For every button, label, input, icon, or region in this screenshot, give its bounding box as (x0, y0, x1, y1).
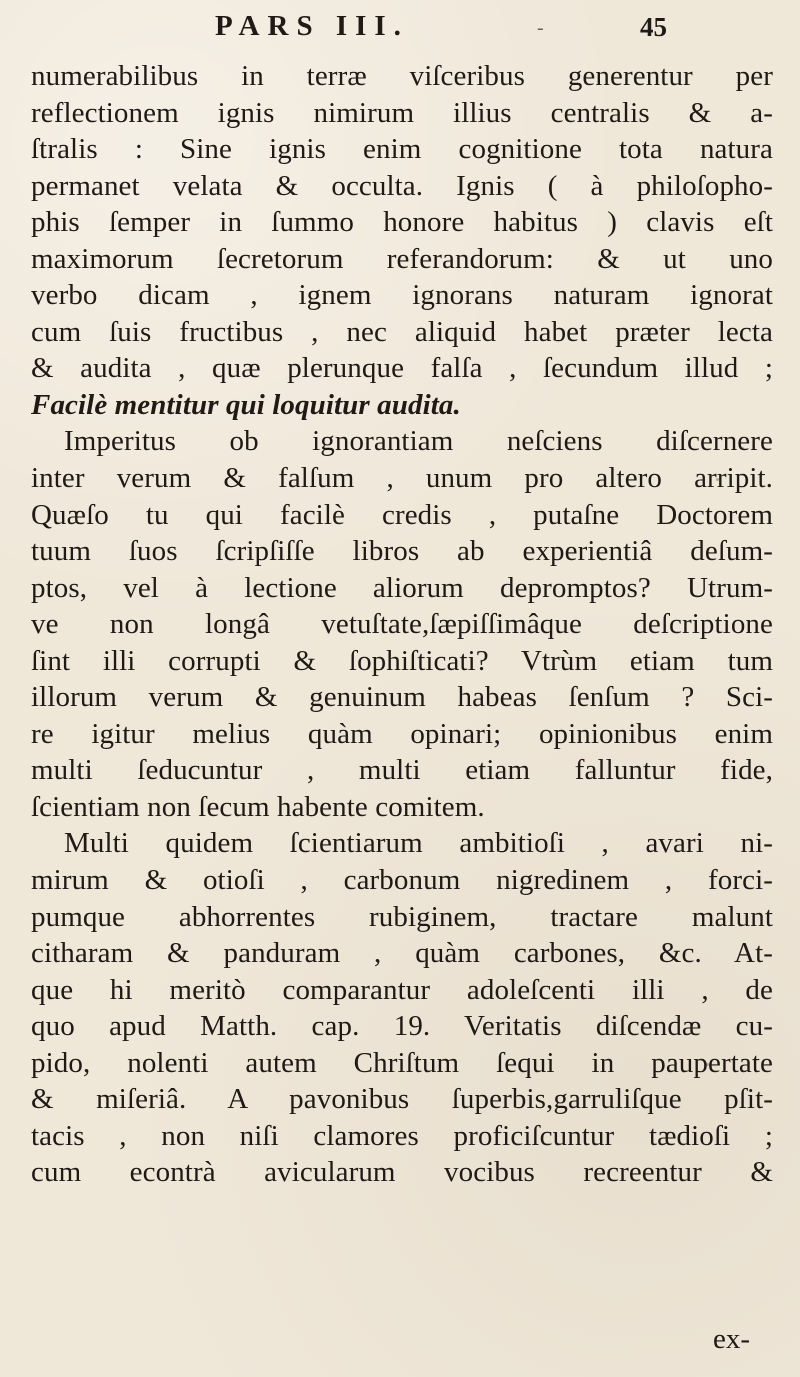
running-head (0, 10, 800, 46)
text-line: illorum verum & genuinum habeas ſenſum ? Sci- (31, 681, 773, 714)
body-text (31, 58, 773, 1191)
text-line: inter verum & falſum , unum pro altero arripit. (31, 462, 773, 495)
text-line: ptos, vel à lectione aliorum depromptos? Utrum- (31, 571, 773, 604)
paragraph-start-line: Imperitus ob ignorantiam neſciens diſcernere (64, 425, 773, 458)
page-number: 45 (640, 12, 667, 42)
text-line: citharam & panduram , quàm carbones, &c. At- (31, 937, 773, 970)
paragraph-start-line: Multi quidem ſcientiarum ambitioſi , avari ni- (64, 827, 773, 860)
paragraph-end-line: ſcientiam non ſecum habente comitem. (31, 790, 485, 823)
paper-speck (706, 1063, 709, 1066)
text-line: ſint illi corrupti & ſophiſticati? Vtrùm etiam tum (31, 644, 773, 677)
text-line: multi ſeducuntur , multi etiam falluntur fide, (31, 754, 773, 787)
text-line: permanet velata & occulta. Ignis ( à philoſopho- (31, 169, 773, 202)
text-line: numerabilibus in terræ viſceribus generentur per (31, 60, 773, 92)
text-line: re igitur melius quàm opinari; opinionibus enim (31, 717, 773, 750)
text-line: reflectionem ignis nimirum illius centralis & a- (31, 96, 773, 129)
text-line: verbo dicam , ignem ignorans naturam ignorat (31, 279, 773, 312)
text-line: tuum ſuos ſcripſiſſe libros ab experientiâ deſum- (31, 535, 773, 568)
catchword: ex- (713, 1323, 751, 1355)
text-line: pumque abhorrentes rubiginem, tractare malunt (31, 900, 773, 933)
text-line: ſtralis : Sine ignis enim cognitione tota natura (31, 133, 773, 166)
text-line: & miſeriâ. A pavonibus ſuperbis,garruliſque pſit- (31, 1083, 773, 1116)
text-line: maximorum ſecretorum referandorum: & ut uno (31, 242, 773, 275)
text-line: cum econtrà avicularum vocibus recreentur & (31, 1156, 773, 1189)
text-line: phis ſemper in ſummo honore habitus ) clavis eſt (31, 206, 773, 239)
paper-speck (716, 478, 719, 481)
text-line: cum ſuis fructibus , nec aliquid habet præter lecta (31, 315, 773, 348)
text-line: mirum & otioſi , carbonum nigredinem , forci- (31, 864, 773, 897)
text-line: pido, nolenti autem Chriſtum ſequi in paupertate (31, 1046, 773, 1079)
text-line: tacis , non niſi clamores proficiſcuntur tædioſi ; (31, 1119, 773, 1152)
text-line: Quæſo tu qui facilè credis , putaſne Doctorem (31, 498, 773, 531)
text-line: que hi meritò comparantur adoleſcenti illi , de (31, 973, 773, 1006)
italic-quote-line: Facilè mentitur qui loquitur audita. (31, 388, 461, 421)
text-line: & audita , quæ plerunque falſa , ſecundum illud ; (31, 352, 773, 385)
text-line: quo apud Matth. cap. 19. Veritatis diſcendæ cu- (31, 1010, 773, 1043)
header-dash: - (537, 17, 544, 39)
running-title: PARS III. (215, 10, 409, 42)
paper-speck (741, 447, 744, 450)
text-line: ve non longâ vetuſtate,ſæpiſſimâque deſcriptione (31, 608, 773, 641)
